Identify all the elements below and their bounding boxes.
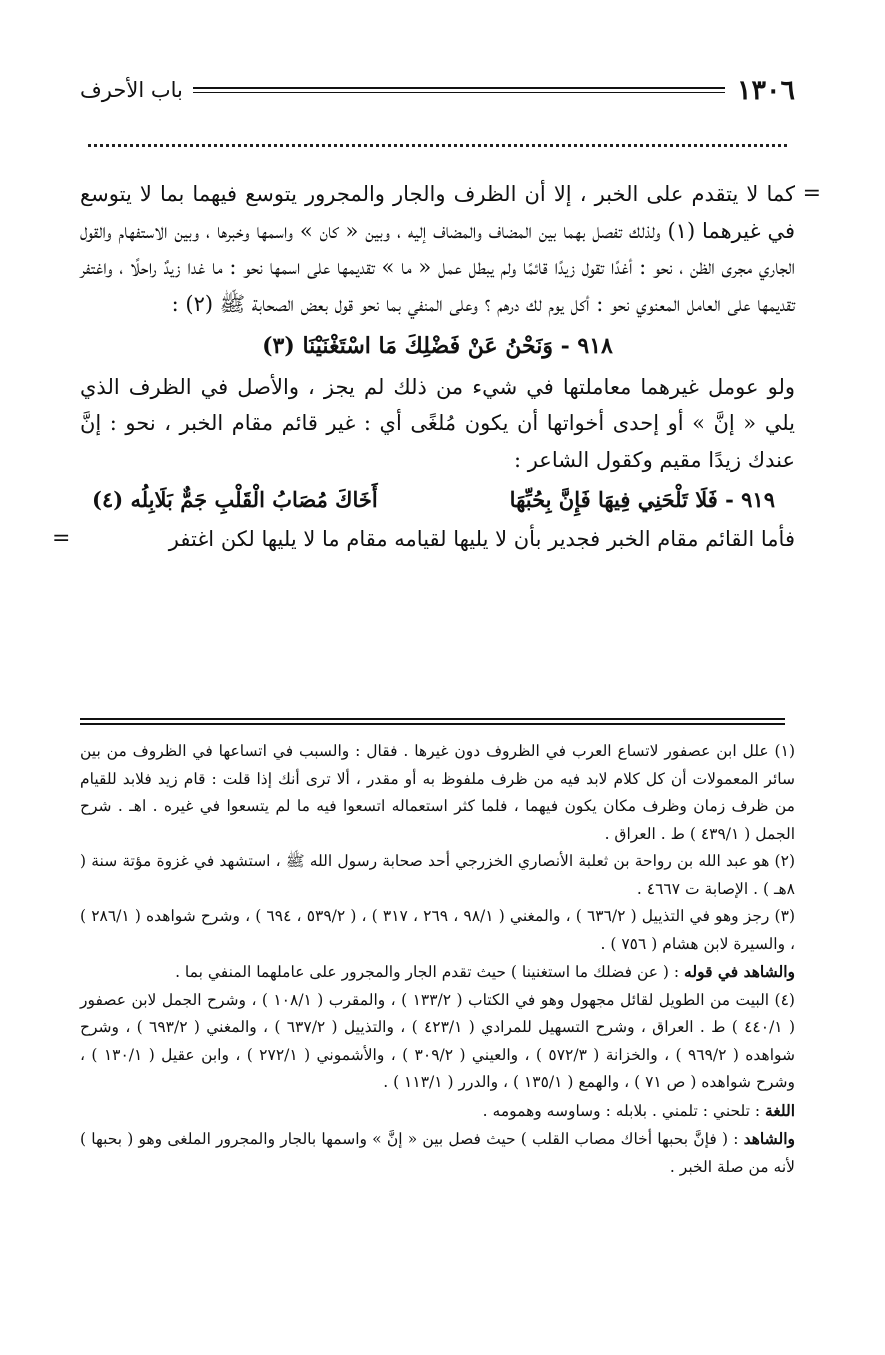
footnotes [80,738,795,1181]
page-header [80,70,795,110]
paragraph-1: كما لا يتقدم على الخبر ، إلا أن الظرف والجار والمجرور يتوسع فيهما بما لا يتوسع في غيرهما (١) ولذلك تفصل بهما بين المضاف والمضاف إليه ، وبين « كان » واسمها وخبرها ، وبين الاستفهام والقول الجاري مجرى الظن ، نحو : أغدًا تقول زيدًا قائمًا ولم يبطل عمل « ما » تقديمها على اسمها نحو : ما غدا زيدٌ راحلًا ، واغتفر تقديمها على العامل المعنوي نحو : أكل يوم لك درهم ؟ وعلى المنفي بما نحو قول بعض الصحابة ﷺ (٢) : [80,182,796,316]
verse-918: ٩١٨ - وَنَحْنُ عَنْ فَضْلِكَ مَا اسْتَغْنَيْنَا (٣) [262,333,613,359]
footnote-4-language [80,1097,795,1126]
language-text: : تلحني : تلمني . بلابله : وساوسه وهمومه . [482,1101,766,1120]
witness-label: والشاهد في قوله [684,962,795,981]
continuation-mark-end: = [52,525,71,551]
footnote-3-witness [80,958,795,987]
chapter-title: باب الأحرف [80,78,183,102]
footnote-3: (٣) رجز وهو في التذييل ( ٦٣٦/٢ ) ، والمغني ( ٩٨/١ ، ٢٦٩ ، ٣١٧ ) ، ( ٥٣٩/٢ ، ٦٩٤ ) ، وشرح شواهده ( ٢٨٦/١ ) ، والسيرة لابن هشام ( ٧٥٦ ) . [80,907,795,953]
main-text [52,176,821,557]
continuation-mark-start: = [802,181,821,206]
footnote-4-witness [80,1125,795,1181]
footnote-2: (٢) هو عبد الله بن رواحة بن ثعلبة الأنصاري الخزرجي أحد صحابة رسول الله ﷺ ، استشهد في غزوة مؤتة سنة ( ٨هـ ) . الإصابة ت ٤٦٦٧ . [80,852,795,898]
witness-text-2: : ( فإنَّ بحبها أخاك مصاب القلب ) حيث فصل بين « إنَّ » واسمها بالجار والمجرور الملغى وهو ( بحبها ) لأنه من صلة الخبر . [80,1130,795,1176]
footnote-separator [80,718,785,725]
paragraph-2: ولو عومل غيرهما معاملتها في شيء من ذلك لم يجز ، والأصل في الظرف الذي يلي « إنَّ » أو إحدى أخواتها أن يكون مُلغًى أي : غير قائم مقام الخبر ، نحو : إنَّ عندك زيدًا مقيم وكقول الشاعر : [80,374,795,472]
paragraph-3-text: فأما القائم مقام الخبر فجدير بأن لا يليها لقيامه مقام ما لا يليها لكن اغتفر [168,526,795,551]
verse-919 [80,482,795,519]
dotted-separator [88,144,787,147]
book-page [52,60,821,1340]
verse-919-second-hemistich: أَخَاكَ مُصَابُ الْقَلْبِ جَمٌّ بَلَابِلُه (٤) [92,487,378,512]
paragraph-3 [52,521,795,558]
witness-text: : ( عن فضلك ما استغنينا ) حيث تقدم الجار والمجرور على عاملهما المنفي بما . [175,963,685,981]
witness-label-2: والشاهد [743,1129,795,1148]
page-number: ١٣٠٦ [736,74,795,106]
footnote-1: (١) علل ابن عصفور لاتساع العرب في الظروف دون غيرها . فقال : والسبب في اتساعها في الظروف من بين سائر المعمولات أن كل كلام لابد فيه من ظرف ملفوظ به أو مقدر ، ألا ترى أنك إذا قلت : قام زيد فلابد للقيام من ظرف زمان وظرف مكان يكون فيهما ، فلما كثر استعماله اتسعوا فيه ما لم يتسعوا في غيره . اهـ . شرح الجمل ( ٤٣٩/١ ) ط . العراق . [80,742,795,843]
footnote-4: (٤) البيت من الطويل لقائل مجهول وهو في الكتاب ( ١٣٣/٢ ) ، والمقرب ( ١٠٨/١ ) ، وشرح الجمل لابن عصفور ( ٤٤٠/١ ) ط . العراق ، وشرح التسهيل للمرادي ( ٤٢٣/١ ) ، والتذييل ( ٦٣٧/٢ ) ، والمغني ( ٦٩٣/٢ ) ، وشرح شواهده ( ٩٦٩/٢ ) ، والخزانة ( ٥٧٢/٣ ) ، والعيني ( ٣٠٩/٢ ) ، والأشموني ( ٢٧٢/١ ) ، وابن عقيل ( ١٣٠/١ ) ، وشرح شواهده ( ص ٧١ ) ، والهمع ( ١٣٥/١ ) ، والدرر ( ١١٣/١ ) . [80,990,796,1091]
language-label: اللغة [765,1100,795,1120]
verse-919-first-hemistich: ٩١٩ - فَلَا تَلْحَنِي فِيهَا فَإِنَّ بِحُبِّهَا [509,487,775,512]
header-double-rule [193,87,725,93]
